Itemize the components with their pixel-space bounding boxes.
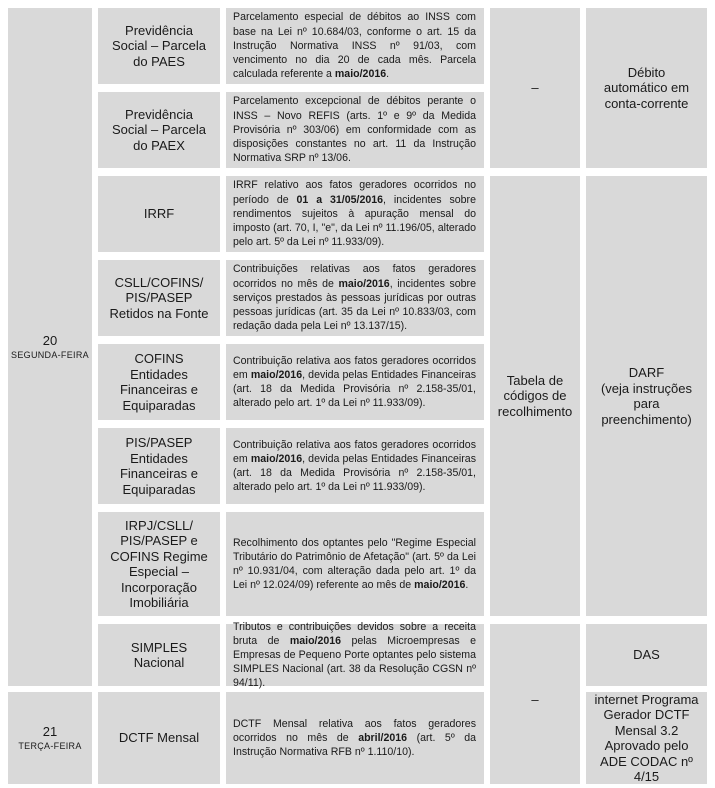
description-part: , devida pelas Entidades Financeiras (art. 18 da Medida Provisória nº 2.158-35/01, alterado pelo art. 1º da Lei nº 11.933/09). (233, 368, 476, 410)
description-emphasis: maio/2016 (338, 277, 390, 290)
description-part: Parcelamento especial de débitos ao INSS com base na Lei nº 10.684/03, conforme o art. 15 da Instrução Normativa INSS nº 91/03, com vencimento no dia 20 de cada mês. Parcela calculada referente a (233, 11, 476, 81)
form-text: Débito automático em conta-corrente (603, 64, 690, 111)
description-emphasis: maio/2016 (334, 68, 387, 81)
description-text (233, 438, 476, 495)
day-number: 21 (42, 724, 58, 739)
code-cell-table (490, 176, 580, 616)
description-part: , devida pelas Entidades Financeiras (art. 18 da Medida Provisória nº 2.158-35/01, alterado pelo art. 1º da Lei nº 11.933/09). (233, 452, 476, 494)
tax-name: Previdência Social – Parcela do PAES (112, 22, 206, 69)
tax-name: IRRF (143, 206, 175, 222)
description-emphasis: 01 a 31/05/2016 (296, 193, 384, 206)
tax-name-cell (98, 260, 220, 336)
day-weekday: SEGUNDA-FEIRA (11, 350, 89, 360)
day-cell-21 (8, 692, 92, 784)
description-text (233, 10, 476, 81)
day-number: 20 (42, 333, 58, 348)
code-cell-dctf (490, 624, 580, 784)
description-emphasis: maio/2016 (289, 634, 342, 647)
description-cell (226, 260, 484, 336)
tax-name-cell (98, 92, 220, 168)
description-part: Contribuição relativa aos fatos geradores ocorridos em (233, 354, 476, 381)
code-text: – (531, 80, 539, 96)
description-cell (226, 92, 484, 168)
description-part: Contribuição relativa aos fatos geradores ocorridos em (233, 438, 476, 465)
description-cell (226, 344, 484, 420)
description-part: . (386, 68, 390, 81)
description-part: pelas Microempresas e Empresas de Pequeno Porte optantes pelo sistema SIMPLES Nacional (art. 38 da Resolução CGSN nº 94/11). (233, 634, 476, 690)
tax-name: Previdência Social – Parcela do PAEX (112, 106, 206, 153)
tax-name-cell (98, 428, 220, 504)
tax-name: COFINS Entidades Financeiras e Equiparadas (119, 351, 199, 413)
form-cell-das (586, 624, 707, 686)
description-emphasis: abril/2016 (358, 731, 408, 744)
tax-name-cell (98, 624, 220, 686)
description-emphasis: maio/2016 (250, 452, 303, 465)
description-part: . (465, 579, 469, 592)
form-text: DAS (633, 647, 660, 663)
description-cell (226, 620, 484, 690)
tax-name-cell (98, 176, 220, 252)
description-part: Contribuições relativas aos fatos geradores ocorridos no mês de (233, 263, 476, 290)
tax-name: PIS/PASEP Entidades Financeiras e Equiparadas (119, 435, 199, 497)
description-cell (226, 428, 484, 504)
code-text: Tabela de códigos de recolhimento (497, 372, 573, 419)
form-cell-darf (586, 176, 707, 616)
tax-name: IRPJ/CSLL/ PIS/PASEP e COFINS Regime Especial – Incorporação Imobiliária (110, 517, 208, 610)
description-cell (226, 692, 484, 784)
code-cell-paes-paex (490, 8, 580, 168)
description-text (233, 262, 476, 333)
tax-name-cell (98, 692, 220, 784)
description-text (233, 536, 476, 593)
description-text (233, 178, 476, 249)
tax-name-cell (98, 8, 220, 84)
description-part: Tributos e contribuições devidos sobre a receita bruta de (233, 620, 476, 647)
tax-name: DCTF Mensal (118, 730, 200, 746)
form-title: DARF (628, 365, 665, 380)
form-cell-internet (586, 692, 707, 784)
description-part: Recolhimento dos optantes pelo "Regime Especial Tributário do Patrimônio de Afetação" (art. 5º da Lei nº 10.931/04, com alteração dada pelo art. 1º da Lei nº 12.024/09) referente ao mês de (233, 536, 476, 592)
form-text: internet Programa Gerador DCTF Mensal 3.2 Aprovado pelo ADE CODAC nº 4/15 (594, 691, 699, 784)
tax-name: SIMPLES Nacional (130, 639, 188, 670)
description-part: (art. 5º da Instrução Normativa RFB nº 1.110/10). (233, 731, 476, 759)
description-emphasis: maio/2016 (250, 368, 303, 381)
form-cell-debito (586, 8, 707, 168)
description-emphasis: maio/2016 (414, 579, 466, 592)
description-text (233, 620, 476, 691)
day-weekday: TERÇA-FEIRA (18, 741, 82, 751)
description-cell (226, 8, 484, 84)
description-text (233, 717, 476, 760)
description-part: , incidentes sobre serviços prestados às pessoas jurídicas por outras pessoas jurídicas (art. 35 da Lei nº 10.833/03, com redação dada pela Lei nº 13.137/15). (233, 277, 476, 333)
tax-name: CSLL/COFINS/ PIS/PASEP Retidos na Fonte (109, 274, 209, 321)
description-text (233, 94, 476, 165)
description-cell (226, 176, 484, 252)
tax-name-cell (98, 512, 220, 616)
description-cell (226, 512, 484, 616)
code-text: – (531, 692, 539, 708)
description-part: DCTF Mensal relativa aos fatos geradores ocorridos no mês de (233, 717, 476, 744)
tax-name-cell (98, 344, 220, 420)
description-part: Parcelamento excepcional de débitos perante o INSS – Novo REFIS (arts. 1º e 9º da Medida Provisória nº 303/06) em conformidade com as disposições constantes no art. 11 da Instrução Normativa SRP nº 13/06. (233, 95, 476, 165)
description-part: , incidentes sobre rendimentos sujeitos à apuração mensal do imposto (art. 70, I, "e", da Lei nº 11.196/05, alterado pelo art. 5º da Lei nº 11.933/09). (233, 193, 476, 249)
description-text (233, 354, 476, 411)
form-note: (veja instruções para preenchimento) (600, 380, 693, 427)
description-part: IRRF relativo aos fatos geradores ocorridos no período de (233, 179, 476, 206)
day-cell-20 (8, 8, 92, 686)
